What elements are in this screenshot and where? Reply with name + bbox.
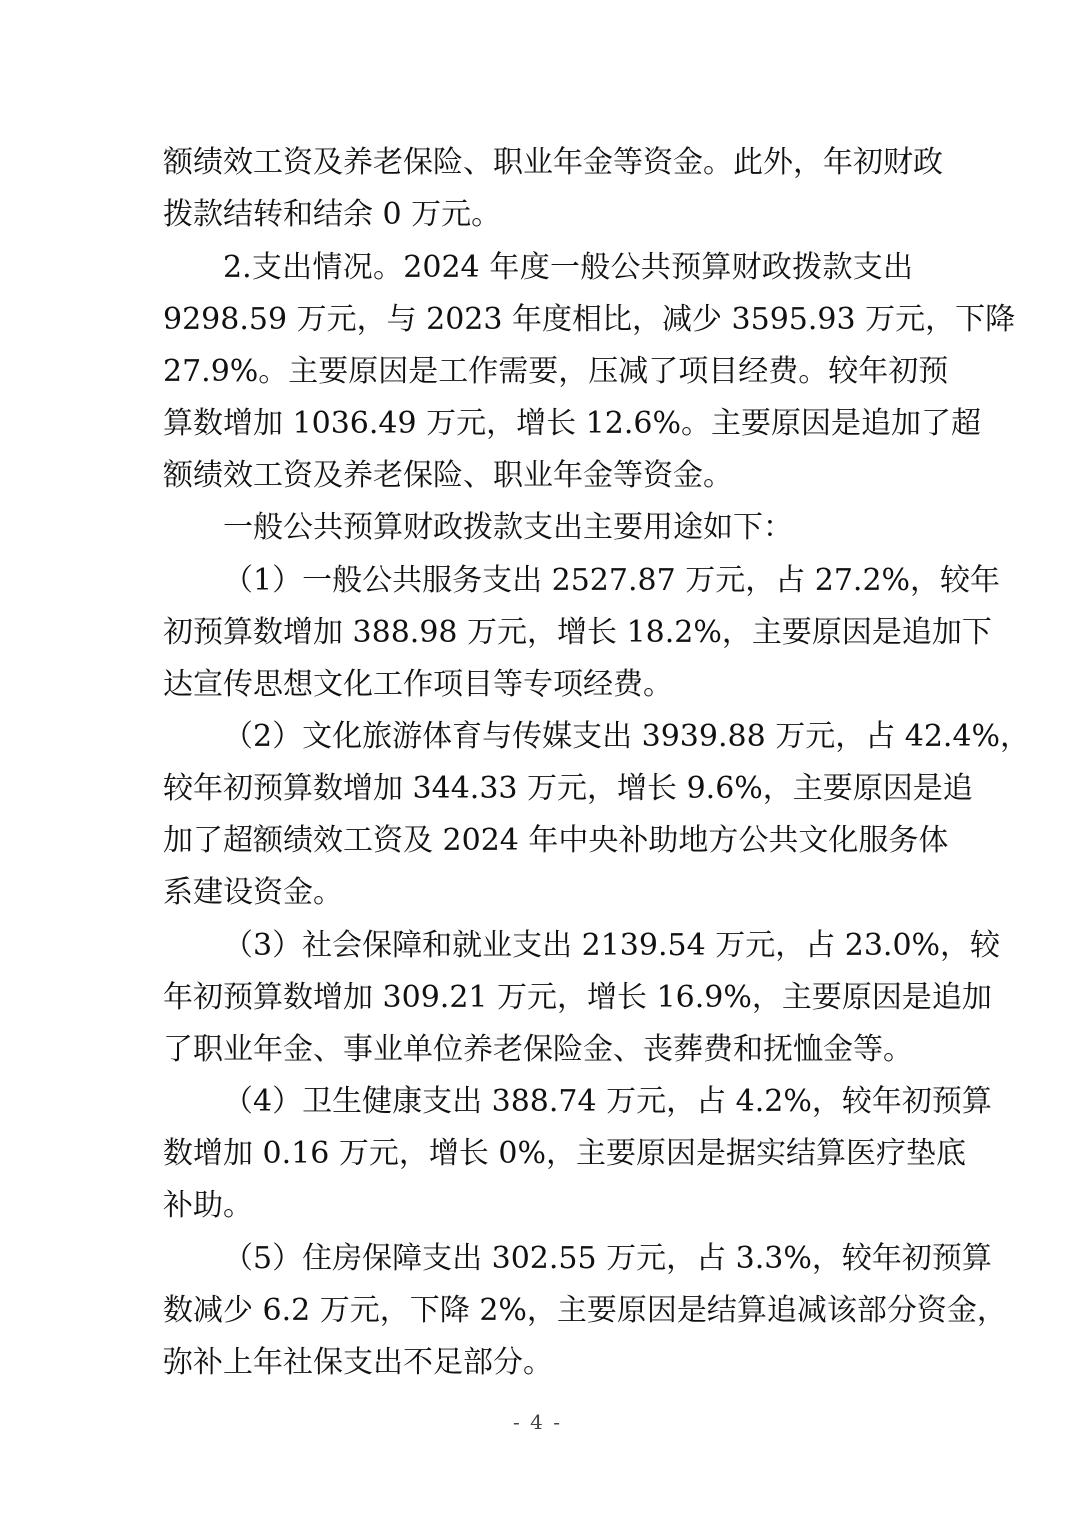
text-line: 系建设资金。: [163, 875, 343, 910]
text-line: 拨款结转和结余 0 万元。: [163, 197, 502, 232]
text-line: 一般公共预算财政拨款支出主要用途如下：: [223, 510, 793, 545]
text-line: 弥补上年社保支出不足部分。: [163, 1345, 553, 1380]
text-line: 数减少 6.2 万元，下降 2%，主要原因是结算追减该部分资金，: [163, 1293, 1007, 1328]
text-line: 9298.59 万元，与 2023 年度相比，减少 3595.93 万元，下降: [163, 302, 1016, 337]
text-line: 额绩效工资及养老保险、职业年金等资金。此外，年初财政: [163, 145, 943, 180]
list-item-5: （5）住房保障支出 302.55 万元，占 3.3%，较年初预算: [223, 1241, 992, 1276]
text-line: 补助。: [163, 1188, 253, 1223]
list-item-2: （2）文化旅游体育与传媒支出 3939.88 万元，占 42.4%，: [223, 719, 1031, 754]
text-line: 较年初预算数增加 344.33 万元，增长 9.6%，主要原因是追: [163, 771, 973, 806]
list-item-3: （3）社会保障和就业支出 2139.54 万元，占 23.0%，较: [223, 928, 1001, 963]
list-item-1: （1）一般公共服务支出 2527.87 万元，占 27.2%，较年: [223, 563, 1001, 598]
text-line: 年初预算数增加 309.21 万元，增长 16.9%，主要原因是追加: [163, 980, 992, 1015]
paragraph-heading-expenditure: 2.支出情况。2024 年度一般公共预算财政拨款支出: [223, 250, 913, 285]
text-line: 初预算数增加 388.98 万元，增长 18.2%，主要原因是追加下: [163, 615, 992, 650]
text-line: 额绩效工资及养老保险、职业年金等资金。: [163, 458, 733, 493]
text-line: 算数增加 1036.49 万元，增长 12.6%。主要原因是追加了超: [163, 406, 981, 441]
text-line: 了职业年金、事业单位养老保险金、丧葬费和抚恤金等。: [163, 1032, 913, 1067]
text-line: 27.9%。主要原因是工作需要，压减了项目经费。较年初预: [163, 354, 949, 389]
text-line: 数增加 0.16 万元，增长 0%，主要原因是据实结算医疗垫底: [163, 1136, 966, 1171]
text-line: 加了超额绩效工资及 2024 年中央补助地方公共文化服务体: [163, 823, 949, 858]
list-item-4: （4）卫生健康支出 388.74 万元，占 4.2%，较年初预算: [223, 1084, 992, 1119]
page-number: - 4 -: [513, 1410, 562, 1434]
text-line: 达宣传思想文化工作项目等专项经费。: [163, 667, 673, 702]
